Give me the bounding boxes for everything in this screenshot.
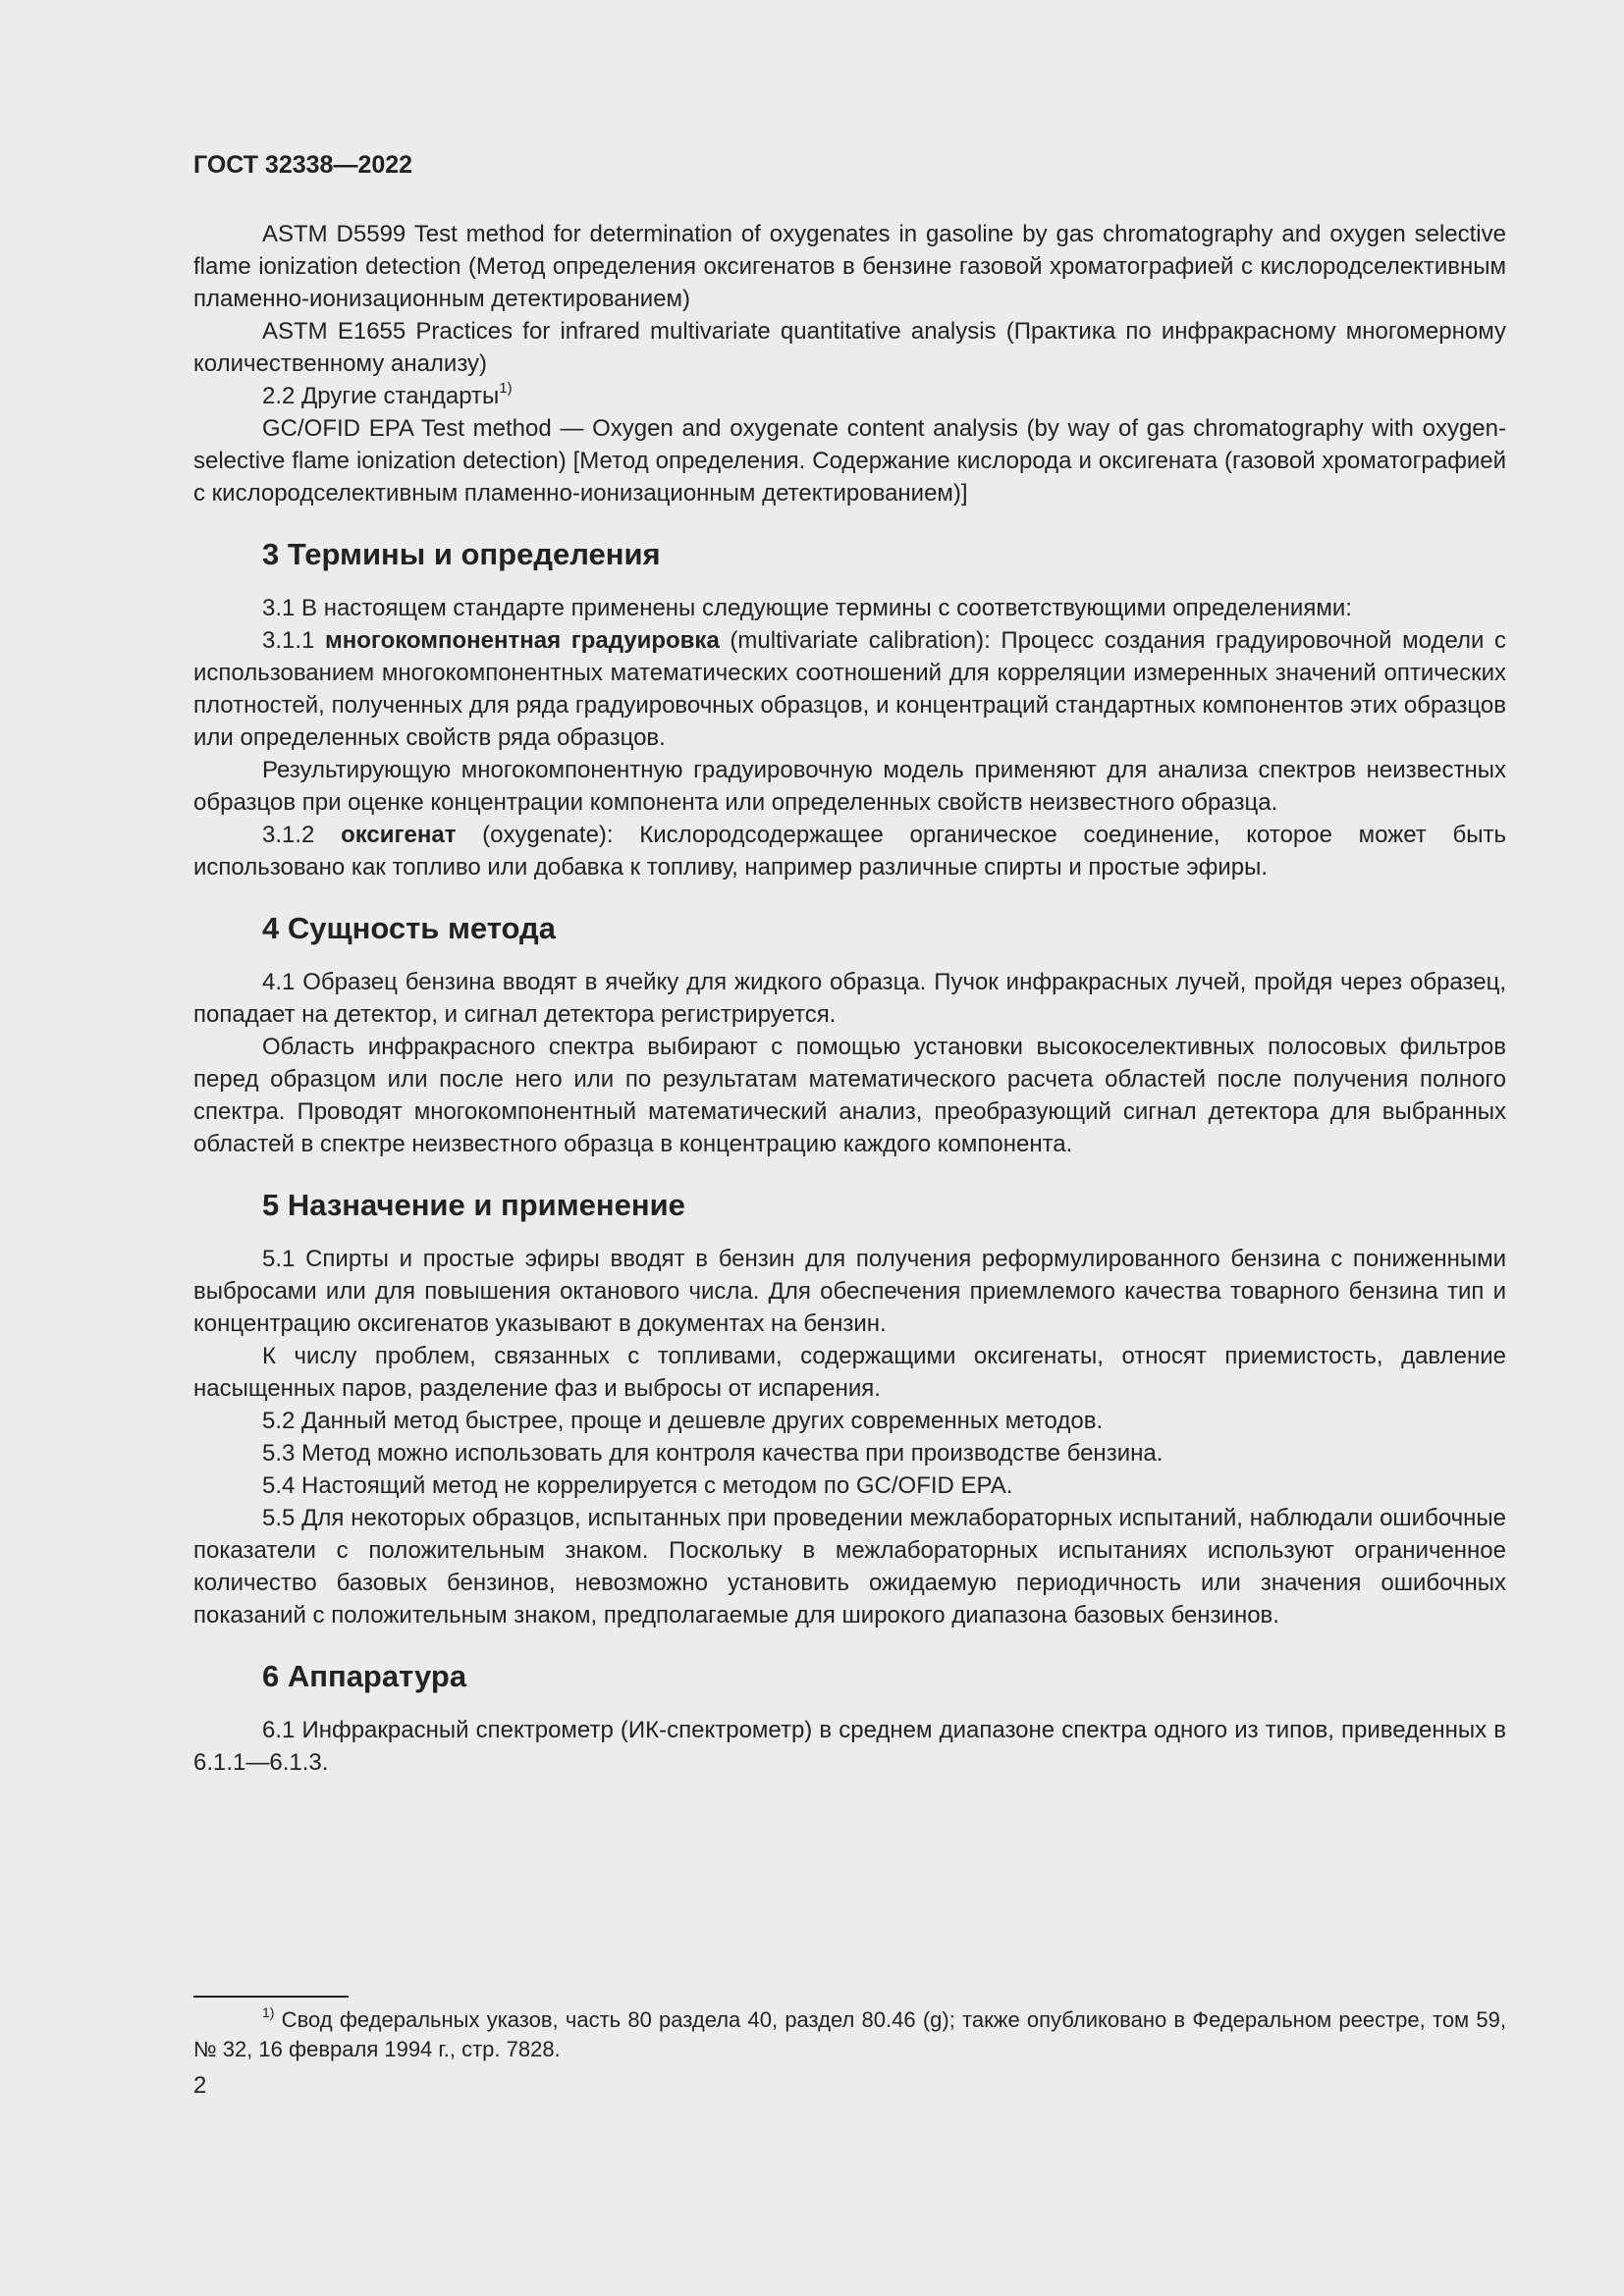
footnote-reference[interactable]: 1) xyxy=(499,380,513,397)
term-oxygenate: оксигенат xyxy=(341,822,457,848)
footnote: $^{1)}$ Свод федеральных указов, часть 80 раздела 40, раздел 80.46 (g); также опубликовано в Федеральном реестре, том 59, № 32, 16 февраля 1994 г., стр. 7828. xyxy=(193,2003,1506,2061)
paragraph-problems: К числу проблем, связанных с топливами, содержащими оксигенаты, относят приемистость, давление насыщенных паров, разделение фаз и выбросы от испарения. xyxy=(193,1343,1506,1402)
footnote-separator xyxy=(193,1996,349,1998)
section-heading-6: 6 Аппаратура xyxy=(262,1659,467,1693)
paragraph-astm-e1655: ASTM E1655 Practices for infrared multivariate quantitative analysis (Практика по инфракрасному многомерному количественному анализу) xyxy=(193,318,1506,377)
page-number: 2 xyxy=(193,2072,207,2099)
paragraph-5-1: 5.1 Спирты и простые эфиры вводят в бензин для получения реформулированного бензина с пониженными выбросами или для повышения октанового числа. Для обеспечения приемлемого качества товарного бензина тип и концентрацию оксигенатов указывают в документах на бензин. xyxy=(193,1246,1506,1337)
paragraph-4-1: 4.1 Образец бензина вводят в ячейку для жидкого образца. Пучок инфракрасных лучей, пройдя через образец, попадает на детектор, и сигнал детектора регистрируется. xyxy=(193,969,1506,1028)
paragraph-3-1: 3.1 В настоящем стандарте применены следующие термины с соответствующими определениями: xyxy=(262,595,1352,621)
section-heading-5: 5 Назначение и применение xyxy=(262,1188,685,1222)
term-multivariate-calibration: многокомпонентная градуировка xyxy=(324,627,720,654)
paragraph-gc-ofid-epa: GC/OFID EPA Test method — Oxygen and oxygenate content analysis (by way of gas chromatography with oxygen-selective flame ionization detection) [Метод определения. Содержание кислорода и оксигената (газовой хроматографией с кислородселективным пламенно-ионизационным детектированием)] xyxy=(193,415,1506,507)
paragraph-spectrum-region: Область инфракрасного спектра выбирают с помощью установки высокоселективных полосовых фильтров перед образцом или после него или по результатам математического расчета областей после получения полного спектра. Проводят многокомпонентный математический анализ, преобразующий сигнал детектора для выбранных областей в спектре неизвестного образца в концентрацию каждого компонента. xyxy=(193,1034,1506,1157)
page-content xyxy=(193,145,1506,1779)
paragraph-5-3: 5.3 Метод можно использовать для контроля качества при производстве бензина. xyxy=(262,1440,1164,1467)
paragraph-3-1-1: 3.1.1 многокомпонентная градуировка (multivariate calibration): Процесс создания градуировочной модели с использованием многокомпонентных математических соотношений для корреляции измеренных значений оптических плотностей, полученных для ряда градуировочных образцов, и концентраций стандартных компонентов этих образцов или определенных свойств ряда образцов. xyxy=(193,627,1507,751)
paragraph-other-standards: 2.2 Другие стандарты$^{1)}$ xyxy=(262,380,513,409)
paragraph-calibration-model: Результирующую многокомпонентную градуировочную модель применяют для анализа спектров неизвестных образцов при оценке концентрации компонента или определенных свойств неизвестного образца. xyxy=(193,757,1506,816)
footnote-area xyxy=(193,1996,1506,2064)
paragraph-5-2: 5.2 Данный метод быстрее, проще и дешевле других современных методов. xyxy=(262,1408,1104,1434)
paragraph-3-1-2: 3.1.2 оксигенат (oxygenate): Кислородсодержащее органическое соединение, которое может быть использовано как топливо или добавка к топливу, например различные спирты и простые эфиры. xyxy=(193,822,1507,881)
standard-code-header: ГОСТ 32338—2022 xyxy=(193,151,413,179)
footnote-marker: 1) xyxy=(262,2003,275,2020)
paragraph-5-4: 5.4 Настоящий метод не коррелируется с методом по GC/OFID EPA. xyxy=(262,1472,1013,1499)
paragraph-6-1: 6.1 Инфракрасный спектрометр (ИК-спектрометр) в среднем диапазоне спектра одного из типов, приведенных в 6.1.1—6.1.3. xyxy=(193,1717,1506,1776)
section-heading-4: 4 Сущность метода xyxy=(262,911,556,945)
paragraph-astm-d5599: ASTM D5599 Test method for determination of oxygenates in gasoline by gas chromatography and oxygen selective flame ionization detection (Метод определения оксигенатов в бензине газовой хроматографией с кислородселективным пламенно-ионизационным детектированием) xyxy=(193,221,1506,312)
section-heading-3: 3 Термины и определения xyxy=(262,537,661,571)
paragraph-5-5: 5.5 Для некоторых образцов, испытанных при проведении межлабораторных испытаний, наблюдали ошибочные показатели с положительным знаком. Поскольку в межлабораторных испытаниях используют ограниченное количество базовых бензинов, невозможно установить ожидаемую периодичность или значения ошибочных показаний с положительным знаком, предполагаемые для широкого диапазона базовых бензинов. xyxy=(193,1505,1506,1629)
